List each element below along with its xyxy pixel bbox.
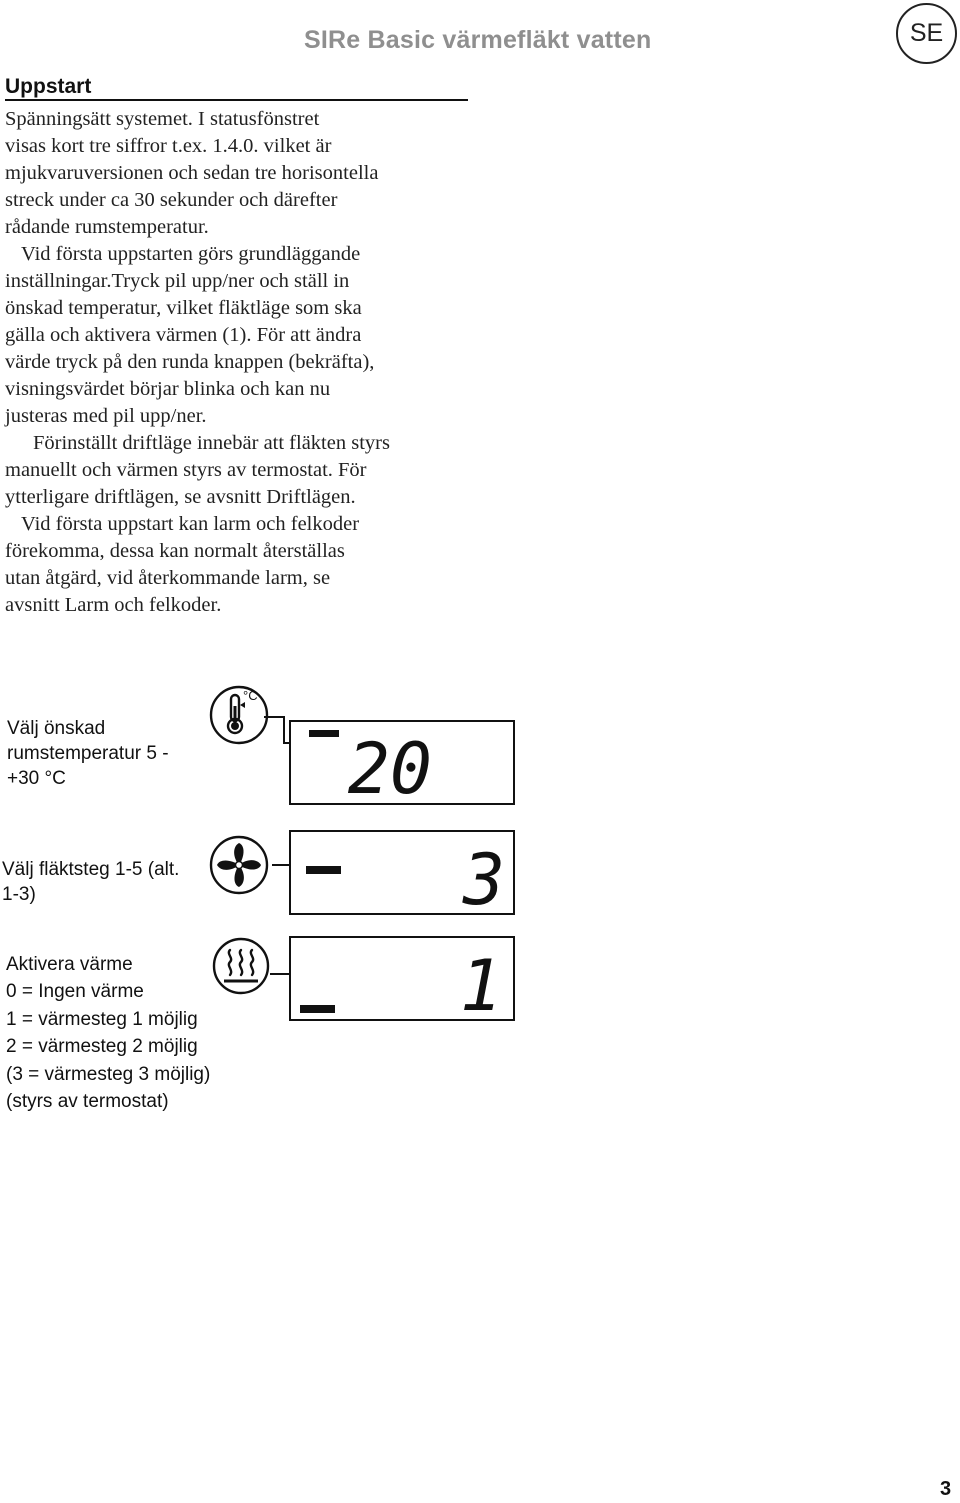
body-line: avsnitt Larm och felkoder. xyxy=(5,594,222,616)
fan-value: 3 xyxy=(462,839,505,918)
body-line: visningsvärdet börjar blinka och kan nu xyxy=(5,378,331,400)
temperature-label-line: +30 °C xyxy=(7,768,66,789)
body-line: justeras med pil upp/ner. xyxy=(5,405,207,427)
lcd-minus-segment xyxy=(309,730,339,737)
section-heading: Uppstart xyxy=(5,74,468,101)
language-badge: SE xyxy=(896,3,957,64)
fan-icon xyxy=(208,834,270,896)
body-line: Spänningsätt systemet. I statusfönstret xyxy=(5,108,320,130)
temperature-display xyxy=(262,712,518,808)
temperature-label-line: rumstemperatur 5 - xyxy=(7,743,169,764)
body-line: önskad temperatur, vilket fläktläge som ska xyxy=(5,297,362,319)
page-number: 3 xyxy=(940,1478,952,1500)
lcd-minus-segment xyxy=(306,866,341,874)
heat-label xyxy=(6,951,210,1115)
temperature-label-line: Välj önskad xyxy=(7,718,106,739)
temperature-label xyxy=(7,716,169,791)
body-line: streck under ca 30 sekunder och därefter xyxy=(5,189,338,211)
heat-value: 1 xyxy=(459,945,502,1025)
temperature-unit: °C xyxy=(243,688,258,703)
thermometer-icon xyxy=(208,684,270,746)
body-line: ytterligare driftlägen, se avsnitt Driftlägen. xyxy=(5,486,356,508)
fan-label-line: 1-3) xyxy=(2,884,36,905)
body-line: visas kort tre siffror t.ex. 1.4.0. vilket är xyxy=(5,135,332,157)
heat-label-line: (styrs av termostat) xyxy=(6,1091,169,1113)
body-line: mjukvaruversionen och sedan tre horisontella xyxy=(5,162,379,184)
body-line: värde tryck på den runda knappen (bekräfta), xyxy=(5,351,375,373)
lcd-underscore-segment xyxy=(300,1005,335,1013)
body-line: manuellt och värmen styrs av termostat. För xyxy=(5,459,367,481)
body-line: utan åtgärd, vid återkommande larm, se xyxy=(5,567,331,589)
body-line: Förinställt driftläge innebär att fläkten styrs xyxy=(33,432,390,454)
fan-label xyxy=(2,857,179,907)
heat-label-line: 1 = värmesteg 1 möjlig xyxy=(6,1008,198,1030)
body-line: inställningar.Tryck pil upp/ner och ställ in xyxy=(5,270,350,292)
heat-label-line: 2 = värmesteg 2 möjlig xyxy=(6,1036,198,1058)
body-line: förekomma, dessa kan normalt återställas xyxy=(5,540,345,562)
heat-display xyxy=(262,933,518,1025)
body-text xyxy=(5,106,475,619)
body-line: Vid första uppstarten görs grundläggande xyxy=(21,243,361,265)
body-line: gälla och aktivera värmen (1). För att ändra xyxy=(5,324,362,346)
body-line: Vid första uppstart kan larm och felkoder xyxy=(21,513,360,535)
heat-label-line: Aktivera värme xyxy=(6,954,133,975)
heat-label-line: (3 = värmesteg 3 möjlig) xyxy=(6,1063,211,1085)
heat-label-line: 0 = Ingen värme xyxy=(6,981,144,1003)
temperature-value: 20 xyxy=(347,728,432,808)
document-title: SIRe Basic värmefläkt vatten xyxy=(304,26,652,54)
fan-display xyxy=(262,826,518,918)
fan-label-line: Välj fläktsteg 1-5 (alt. xyxy=(2,859,180,880)
body-line: rådande rumstemperatur. xyxy=(5,216,209,238)
